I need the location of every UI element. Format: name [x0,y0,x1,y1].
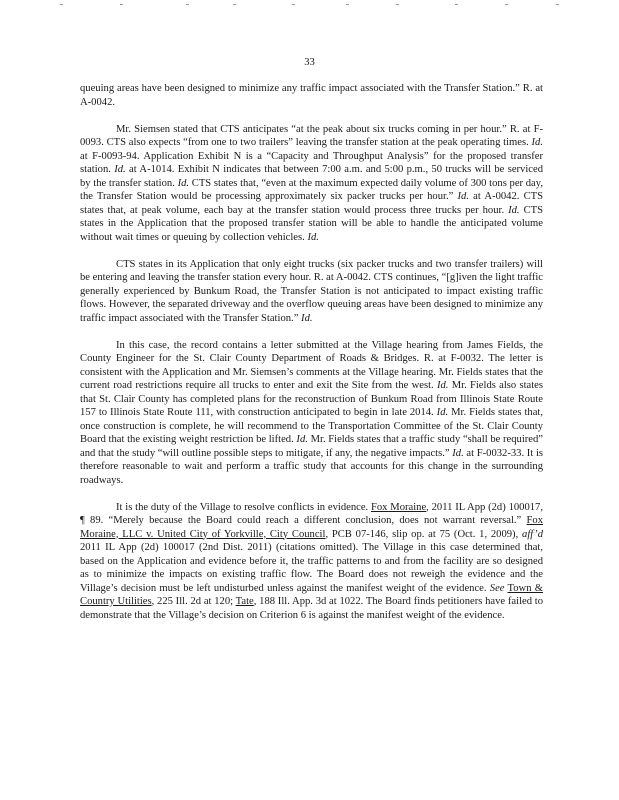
text-run: , PCB 07-146, slip op. at 75 (Oct. 1, 2009), [325,528,523,540]
italic-citation: Id. [301,312,313,324]
text-run: CTS states in its Application that only eight trucks (six packer trucks and two transfer trailers) will be entering and leaving the transfer station every hour. R. at A-0042. CTS continues, “[g]iven the light traffic generally experienced by Bunkum Road, the Transfer Station is not anticipated to impact existing traffic flows. However, the separated driveway and the overflow queuing areas have been designed to minimize any traffic impact associated with the Transfer Station.” [80,258,543,324]
scan-speck [186,4,189,5]
scan-speck [455,4,458,5]
text-run: at A-1014. Exhibit N indicates that between 7:00 a.m. and 5:00 p.m., 50 trucks will be serviced by the transfer station. [80,164,544,189]
text-run: at A-0042. CTS states that, at peak volume, each bay at the transfer station would process three trucks per hour. [80,191,543,216]
text-run: at F-0093-94. Application Exhibit N is a “Capacity and Throughput Analysis” for the proposed transfer station. [80,150,543,175]
text-run: , 225 Ill. 2d at 120; [151,596,236,607]
scan-specks [0,0,619,14]
paragraph [80,82,543,109]
italic-citation: Id. [436,380,449,391]
text-run: CTS states that, “even at the maximum expected daily volume of 300 tons per day, the Transfer Station would be processing approximately six packer trucks per hour.” [80,177,543,202]
case-name: Tate [235,596,254,607]
paragraph [80,339,543,488]
italic-citation: See [489,582,505,594]
italic-citation: aff’d [522,528,543,540]
paragraph [80,123,543,245]
scan-speck [346,4,349,5]
scan-speck [120,4,123,5]
italic-citation: Id. [457,191,469,202]
case-name: Fox Moraine [370,501,427,513]
italic-citation: Id. [307,231,319,243]
text-run: , 188 Ill. App. 3d at 1022. The Board finds petitioners have failed to demonstrate that the Village’s decision on Criterion 6 is against the manifest weight of the evidence. [80,596,544,621]
case-name: Fox Moraine, LLC v. United City of Yorkville, City Council [80,515,543,540]
text-run: Mr. Fields also states that St. Clair County has completed plans for the reconstruction of Bunkum Road from Illinois State Route 157 to Illinois State Route 111, with construction anticipated to begin in late 2014. [80,380,544,418]
paragraph [80,258,543,326]
scan-speck [556,4,559,5]
text-run: Mr. Siemsen stated that CTS anticipates “at the peak about six trucks coming in per hour.” R. at F-0093. CTS also expects “from one to two trailers” leaving the transfer station at the peak operating times. [80,123,543,148]
text-run: 2011 IL App (2d) 100017 (2nd Dist. 2011) (citations omitted). The Village in this case determined that, based on the Application and evidence before it, the traffic patterns to and from the facility are so designed as to minimize the impacts on existing traffic flow. The Board does not reweigh the evidence and the Village’s decision must be left undisturbed unless against the manifest weight of the evidence. [80,542,543,594]
text-run: queuing areas have been designed to minimize any traffic impact associated with the Transfer Station.” R. at A-0042. [80,83,543,108]
italic-citation: Id. [531,137,543,148]
scan-speck [292,4,295,5]
paragraph [80,501,543,623]
italic-citation: Id. [452,447,464,459]
italic-citation: Id. [436,407,449,418]
italic-citation: Id. [177,177,190,189]
italic-citation: Id. [508,204,520,216]
text-run: , 2011 IL App (2d) 100017, ¶ 89. “Merely because the Board could reach a different conclusion, does not warrant reversal.” [80,501,543,526]
text-run: Mr. Fields states that a traffic study “shall be required” and that the study “will outline possible steps to mitigate, if any, the negative impacts.” [80,434,543,459]
text-run: CTS states in the Application that the proposed transfer station will be able to handle the anticipated volume without wait times or queuing by collection vehicles. [80,204,544,243]
italic-citation: Id. [114,164,126,175]
case-name: Town & Country Utilities [80,582,543,607]
scan-speck [60,4,63,5]
page-number: 33 [304,57,315,68]
italic-citation: Id. [296,434,308,445]
body-text [80,82,543,636]
text-run: In this case, the record contains a letter submitted at the Village hearing from James Fields, the County Engineer for the St. Clair County Department of Roads & Bridges. R. at F-0032. The letter is consistent with the Application and Mr. Siemsen’s comments at the Village hearing. Mr. Fields states that the current road restrictions require all trucks to enter and exit the Site from the west. [80,339,543,391]
text-run: at F-0032-33. It is therefore reasonable to wait and perform a traffic study that accounts for this change in the surrounding roadways. [80,447,544,486]
text-run: It is the duty of the Village to resolve conflicts in evidence. [116,501,371,513]
scan-speck [396,4,399,5]
text-run: Mr. Fields states that, once construction is complete, he will recommend to the Transportation Committee of the St. Clair County Board that the existing weight restriction be lifted. [80,407,543,445]
scan-speck [505,4,508,5]
scan-speck [233,4,236,5]
